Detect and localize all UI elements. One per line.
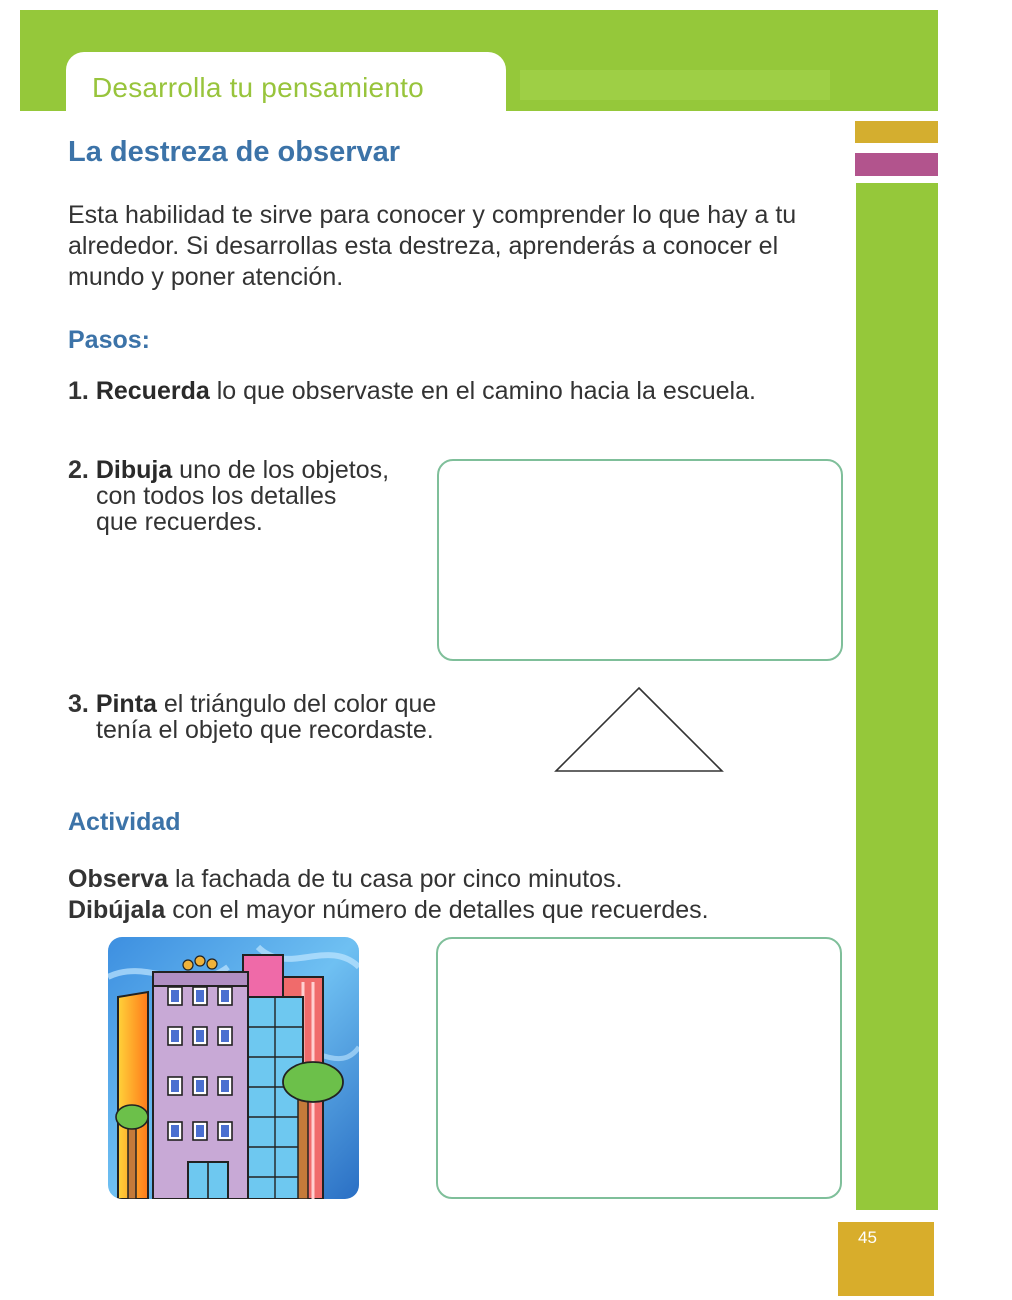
activity-text-1: la fachada de tu casa por cinco minutos. [168,865,623,893]
triangle-to-color[interactable] [552,684,726,776]
steps-heading: Pasos: [68,326,150,354]
page-number-box [838,1222,934,1296]
section-title: Desarrolla tu pensamiento [92,72,424,103]
activity-instructions [68,864,709,926]
step-3 [68,691,528,743]
side-bar-magenta [855,153,938,176]
step-1-verb: Recuerda [95,377,210,405]
step-2-text-line3: que recuerdes. [96,508,263,536]
activity-text-2: con el mayor número de detalles que recuerdes. [165,896,709,924]
step-3-text-line1: el triángulo del color que [156,690,437,718]
step-3-verb: Pinta [95,690,157,718]
step-3-text-line2: tenía el objeto que recordaste. [96,716,434,744]
step-1-text: lo que observaste en el camino hacia la escuela. [209,377,756,405]
side-band [856,183,938,1210]
drawing-box-object[interactable] [437,459,843,661]
step-1 [68,378,756,404]
step-2-number: 2. [68,456,89,484]
header-band-stripe [520,70,830,100]
building-illustration [108,937,359,1199]
step-2 [68,457,438,535]
intro-paragraph: Esta habilidad te sirve para conocer y comprender lo que hay a tu alrededor. Si desarrollas esta destreza, aprenderás a conocer el mundo y poner atención. [68,201,797,291]
side-bar-gold [855,121,938,143]
building-illustration-art [108,937,359,1199]
step-3-number: 3. [68,690,89,718]
activity-verb-2: Dibújala [68,896,166,924]
step-2-verb: Dibuja [95,456,173,484]
activity-verb-1: Observa [68,865,169,893]
step-2-text-line1: uno de los objetos, [172,456,390,484]
drawing-box-house[interactable] [436,937,842,1199]
step-1-number: 1. [68,377,89,405]
activity-heading: Actividad [68,808,181,836]
page-number: 45 [858,1228,877,1247]
step-2-text-line2: con todos los detalles [96,482,337,510]
page-title: La destreza de observar [68,136,401,168]
